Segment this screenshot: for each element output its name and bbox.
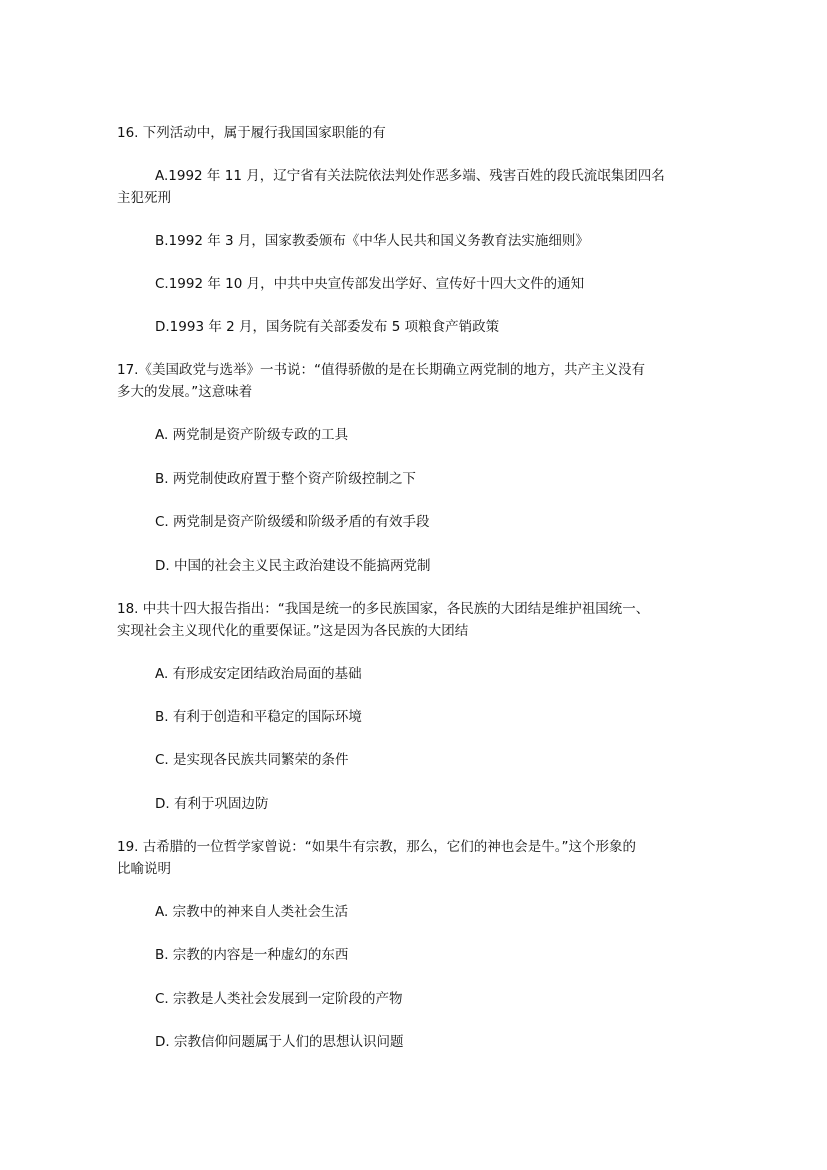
question-18-option-c: C. 是实现各民族共同繁荣的条件	[155, 752, 349, 768]
question-16-option-a: A.1992 年 11 月，辽宁省有关法院依法判处作恶多端、残害百姓的段氏流氓集团四名	[155, 168, 665, 184]
question-17-option-c: C. 两党制是资产阶级缓和阶级矛盾的有效手段	[155, 514, 430, 530]
question-19-option-a: A. 宗教中的神来自人类社会生活	[155, 904, 349, 920]
question-17-option-a: A. 两党制是资产阶级专政的工具	[155, 427, 349, 443]
question-18-option-d: D. 有利于巩固边防	[155, 796, 269, 812]
question-19-option-b: B. 宗教的内容是一种虚幻的东西	[155, 947, 349, 963]
question-16-option-d: D.1993 年 2 月，国务院有关部委发布 5 项粮食产销政策	[155, 319, 500, 335]
question-19-stem: 19. 古希腊的一位哲学家曾说：“如果牛有宗教，那么，它们的神也会是牛。”这个形象的	[117, 839, 636, 855]
question-16-stem: 16. 下列活动中，属于履行我国国家职能的有	[117, 125, 386, 141]
question-16-option-b: B.1992 年 3 月，国家教委颁布《中华人民共和国义务教育法实施细则》	[155, 233, 589, 249]
question-19-option-c: C. 宗教是人类社会发展到一定阶段的产物	[155, 991, 403, 1007]
question-17-option-b: B. 两党制使政府置于整个资产阶级控制之下	[155, 471, 416, 487]
question-19-stem-continued: 比喻说明	[117, 861, 171, 877]
question-17-stem-continued: 多大的发展。”这意味着	[117, 384, 253, 400]
question-18-stem: 18. 中共十四大报告指出：“我国是统一的多民族国家，各民族的大团结是维护祖国统一、	[117, 601, 650, 617]
question-18-option-b: B. 有利于创造和平稳定的国际环境	[155, 709, 362, 725]
question-18-option-a: A. 有形成安定团结政治局面的基础	[155, 666, 362, 682]
question-19-option-d: D. 宗教信仰问题属于人们的思想认识问题	[155, 1034, 404, 1050]
question-16-option-a-continued: 主犯死刑	[117, 190, 171, 206]
question-18-stem-continued: 实现社会主义现代化的重要保证。”这是因为各民族的大团结	[117, 623, 469, 639]
question-16-option-c: C.1992 年 10 月，中共中央宣传部发出学好、宣传好十四大文件的通知	[155, 276, 585, 292]
question-17-option-d: D. 中国的社会主义民主政治建设不能搞两党制	[155, 558, 431, 574]
question-17-stem: 17.《美国政党与选举》一书说：“值得骄傲的是在长期确立两党制的地方，共产主义没有	[117, 362, 645, 378]
